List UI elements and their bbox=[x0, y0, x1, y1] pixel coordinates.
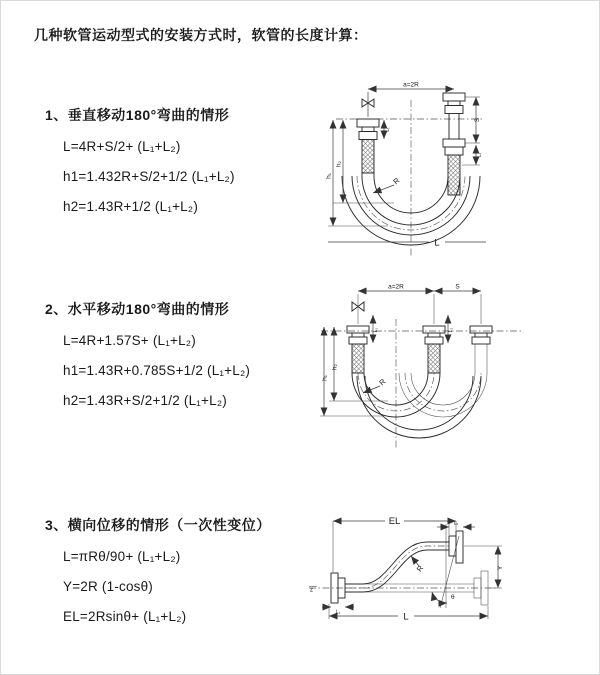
flange-connector-left bbox=[357, 119, 379, 173]
section-1-heading: 1、垂直移动180°弯曲的情形 bbox=[45, 107, 230, 123]
lateral-displacement-diagram bbox=[301, 506, 600, 646]
dim-h1-label: h₁ bbox=[325, 173, 333, 179]
dim-span-label: a=2R bbox=[403, 81, 419, 89]
formula-row: Y=2R (1-cosθ) bbox=[63, 579, 154, 594]
flange-connector-right bbox=[470, 326, 492, 344]
theta-angle-arc bbox=[432, 592, 447, 603]
formula-row: h2=1.43R+S/2+1/2 (L₁+L₂) bbox=[63, 393, 227, 408]
hose-wall-top bbox=[345, 542, 449, 584]
section-2 bbox=[45, 299, 250, 409]
dimension-lines bbox=[309, 521, 502, 619]
length-label: L bbox=[434, 237, 440, 249]
flange-connector-right bbox=[443, 93, 465, 195]
section-3 bbox=[45, 515, 271, 625]
dim-l1-label: L₁ bbox=[373, 327, 379, 333]
dim-stroke-label: S bbox=[455, 283, 460, 291]
dimension-lines bbox=[320, 291, 481, 416]
radius-label: R bbox=[391, 175, 402, 187]
dim-el-label: EL bbox=[388, 516, 401, 527]
formula-row: h1=1.432R+S/2+1/2 (L₁+L₂) bbox=[63, 169, 235, 184]
formula-row: L=4R+S/2+ (L₁+L₂) bbox=[63, 139, 181, 154]
flange-right-displaced bbox=[449, 531, 463, 563]
hatched-hose bbox=[428, 344, 440, 373]
dim-h1-label: h₁ bbox=[321, 375, 329, 381]
dim-l2-label: L₂ bbox=[448, 327, 454, 333]
flange-connector-middle bbox=[423, 326, 445, 373]
formula-row: L=πRθ/90+ (L₁+L₂) bbox=[63, 549, 181, 564]
dim-y-label: Y bbox=[497, 565, 504, 571]
dim-span-label: a=2R bbox=[388, 283, 404, 291]
formula-row: EL=2Rsinθ+ (L₁+L₂) bbox=[63, 609, 187, 624]
dim-stroke-label: S bbox=[474, 117, 481, 123]
radius-label: R bbox=[414, 563, 426, 574]
hose-and-fittings bbox=[347, 302, 492, 438]
horizontal-bend-diagram bbox=[316, 281, 586, 456]
vertical-bend-diagram bbox=[316, 76, 586, 261]
length-label: L bbox=[403, 611, 409, 623]
flange-connector-left bbox=[347, 326, 369, 373]
radius-label: R bbox=[377, 376, 388, 388]
formula-row: h1=1.43R+0.785S+1/2 (L₁+L₂) bbox=[63, 363, 251, 378]
formula-row: h2=1.43R+1/2 (L₁+L₂) bbox=[63, 199, 199, 214]
section-2-heading: 2、水平移动180°弯曲的情形 bbox=[45, 301, 230, 317]
formula-row: L=4R+1.57S+ (L₁+L₂) bbox=[63, 333, 196, 348]
hatched-hose bbox=[352, 344, 364, 373]
page-title: 几种软管运动型式的安装方式时，软管的长度计算： bbox=[34, 27, 368, 43]
hose-loop-arcs bbox=[352, 373, 481, 438]
dim-l2-label: L₂ bbox=[453, 520, 459, 527]
break-mark-label: z bbox=[310, 587, 313, 594]
dim-l1-label: L₁ bbox=[385, 127, 391, 132]
dimension-lines bbox=[325, 89, 486, 242]
section-1 bbox=[45, 105, 235, 215]
hatched-hose bbox=[362, 140, 374, 174]
dim-l2-label: L₂ bbox=[476, 152, 483, 158]
dim-l1-label: L₁ bbox=[335, 609, 341, 616]
theta-label: θ bbox=[451, 594, 455, 601]
hose-wall-bottom bbox=[345, 550, 449, 592]
dim-h2-label: h₂ bbox=[331, 363, 339, 371]
centerlines bbox=[336, 100, 484, 256]
section-3-heading: 3、横向位移的情形（一次性变位） bbox=[45, 517, 271, 533]
dim-h2-label: h₂ bbox=[335, 160, 343, 168]
phantom-straight-position bbox=[363, 524, 488, 608]
dimension-labels bbox=[310, 516, 504, 623]
